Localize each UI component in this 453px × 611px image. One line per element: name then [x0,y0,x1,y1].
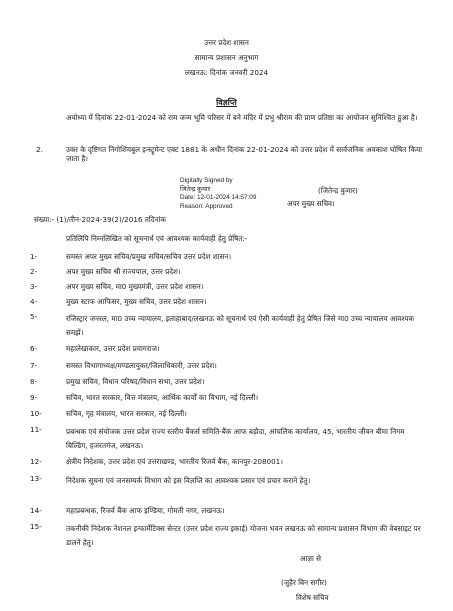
copy-item-number: 4- [30,297,38,306]
copy-item-text: प्रमुख सचिव, विधान परिषद/विधान सभा, उत्तर प्रदेश। [66,377,205,386]
digital-signature-reason: Reason: Approved [180,202,233,210]
copy-item-number: 13- [30,474,42,483]
copy-item-text: मुख्य स्टाफ आफिसर, मुख्य सचिव, उत्तर प्रदेश शासन। [66,297,207,306]
copy-item-number: 9- [30,393,38,402]
copy-item-text: समस्त अपर मुख्य सचिव/प्रमुख सचिव/सचिव उत्तर प्रदेश शासन। [66,252,232,261]
copy-item-text: प्रबन्धक एवं संयोजक उत्तर प्रदेश राज्य स्तरीय बैंकर्स समिति-बैंक आफ बड़ौदा, आंचलिक कार्यालय, 45, भारतीय जीवन बीमा निगम बिल्डिंग, हजरतगंज, लखनऊ। [66,427,405,451]
copy-item-number: 12- [30,457,42,466]
copy-item-number: 5- [30,312,38,321]
copy-item-number: 3- [30,282,38,291]
digital-signature-line-1: Digitally Signed by [180,177,233,184]
copy-item-number: 6- [30,344,38,353]
copy-item-number: 10- [30,409,42,418]
copy-item-number: 7- [30,361,38,370]
copy-item-text: महाप्रबन्धक, रिजर्व बैंक आफ इण्डिया, गोमती नगर, लखनऊ। [66,506,225,515]
copy-item-text: तकनीकी निदेशक नेशनल इन्फार्मेटिक्स सेन्टर (उत्तर प्रदेश राज्य इकाई) योजना भवन लखनऊ को सामान्य प्रशासन विभाग की वेबसाइट पर डालने हेतु। [66,524,421,548]
paragraph-2: उक्त के दृष्टिगत निगोशियबुल इन्स्ट्रूमेन्ट एक्ट 1881 के अधीन दिनांक 22-01-2024 को उत्तर प्रदेश में सार्वजनिक अवकाश घोषित किया जाता है। [66,145,422,163]
header-government: उत्तर प्रदेश शासन [204,38,249,47]
header-department: सामान्य प्रशासन अनुभाग [194,53,259,62]
signer-name: (जितेन्द्र कुमार) [318,186,358,195]
header-date: लखनऊ: दिनांक जनवरी 2024 [184,68,269,77]
reference-number: संख्या:- (1)/तीन-2024-39(2)/2016 तदिनांक [34,215,166,224]
copy-item-text: रजिस्ट्रार जनरल, मा0 उच्च न्यायालय, इलाहाबाद/लखनऊ को सूचनार्थ एवं ऐसी कार्यवाही हेतु प्रेषित जिसे मा0 उच्च न्यायालय आवश्यक समझें। [66,314,415,338]
paragraph-2-number: 2. [36,145,43,154]
copy-item-text: सचिव, भारत सरकार, वित्त मंत्रालय, आर्थिक कार्यों का विभाग, नई दिल्ली। [66,393,259,402]
notice-title: विज्ञप्ति [216,98,237,107]
copy-item-text: समस्त विभागाध्यक्ष/मण्डलायुक्त/जिलाधिकारी, उत्तर प्रदेश। [66,361,217,370]
paragraph-1: अयोध्या में दिनांक 22-01-2024 को राम जन्म भूमि परिसर में बने मंदिर में प्रभु श्रीराम की प्राण प्रतिष्ठा का आयोजन सुनिश्चित हुआ है। [66,113,418,122]
copy-item-number: 11- [30,425,42,434]
signer-designation: अपर मुख्य सचिव। [287,199,335,208]
copy-item-number: 8- [30,377,38,386]
digital-signature-date: Date: 12-01-2024 14:57:09 [180,194,257,202]
copy-item-text: सचिव, गृह मंत्रालय, भारत सरकार, नई दिल्ली। [66,409,187,418]
copy-item-number: 1- [30,252,38,261]
copy-item-text: अपर मुख्य सचिव, मा0 मुख्यमंत्री, उत्तर प्रदेश शासन। [66,282,204,291]
copy-item-text: क्षेत्रीय निदेशक, उत्तर प्रदेश एवं उत्तराखण्ड, भारतीय रिजर्व बैंक, कानपुर-208001। [66,457,283,466]
closing-order: आज्ञा से [300,554,321,563]
closing-designation: विशेष सचिव [296,593,329,602]
copy-item-number: 2- [30,267,38,276]
copy-item-number: 14- [30,506,42,515]
closing-signatory-name: (जुहैर बिन सगीर) [281,578,327,587]
copy-item-text: निदेशक सूचना एवं जनसम्पर्क विभाग को इस विज्ञप्ति का आवश्यक प्रसार एवं प्रचार कराने हेतु। [66,476,311,485]
copy-intro: प्रतिलिपि निम्नलिखित को सूचनार्थ एवं आवश्यक कार्यवाही हेतु प्रेषित:- [66,234,248,243]
digital-signature-stamp [180,177,256,212]
copy-item-number: 15- [30,522,42,531]
digital-signature-name: जितेन्द्र कुमार [180,185,211,193]
copy-item-text: महालेखाकार, उत्तर प्रदेश प्रयागराज। [66,344,160,353]
copy-item-text: अपर मुख्य सचिव श्री राज्यपाल, उत्तर प्रदेश। [66,267,181,276]
